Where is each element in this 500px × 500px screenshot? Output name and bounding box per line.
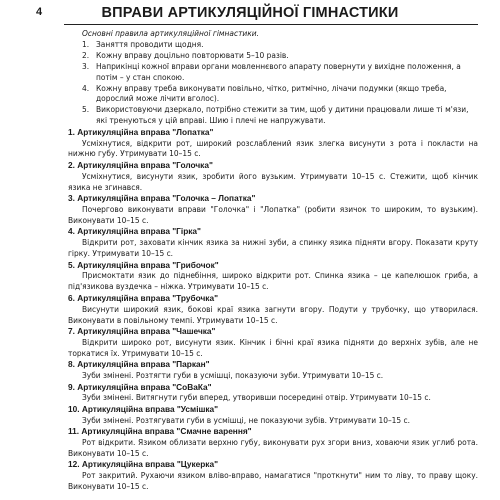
list-item-text: Кожну вправу доцільно повторювати 5–10 разів. (96, 49, 289, 60)
exercise-text: Зуби змінені. Розтягти губи в усмішці, показуючи зуби. Утримувати 10–15 с. (82, 370, 384, 381)
exercise-title: 9. Артикуляційна вправа "СоВаКа" (68, 381, 212, 392)
rules-intro: Основні правила артикуляційної гімнастики. (82, 28, 260, 38)
list-item (68, 104, 478, 126)
page-number: 4 (36, 6, 43, 18)
list-item (68, 83, 478, 105)
exercise-title: 12. Артикуляційна вправа "Цукерка" (68, 459, 219, 470)
list-item-number: 3. (82, 60, 90, 71)
list-item (68, 39, 478, 50)
exercise-section (68, 404, 478, 426)
exercise-section (68, 459, 478, 492)
list-item-number: 5. (82, 104, 90, 115)
exercise-title: 6. Артикуляційна вправа "Трубочка" (68, 292, 219, 303)
title-divider (64, 24, 478, 25)
exercise-section (68, 193, 478, 226)
exercise-title: 7. Артикуляційна вправа "Чашечка" (68, 325, 216, 336)
list-item (68, 61, 478, 83)
exercise-title: 11. Артикуляційна вправа "Смачне варення" (68, 426, 252, 437)
list-item-number: 4. (82, 82, 90, 93)
exercise-section (68, 426, 478, 459)
exercise-text: Рот відкрити. Язиком облизати верхню губу, виконувати рух згори вниз, ховаючи язик углиб рота. Виконувати 10–15 с. (68, 437, 478, 458)
list-item-number: 1. (82, 38, 90, 49)
exercise-section (68, 359, 478, 381)
exercise-text: Відкрити широко рот, висунути язик. Кінчик і бічні краї язика підняти до верхніх зубів, але не торкатися їх. Утримувати 10–15 с. (68, 336, 478, 358)
exercise-text: Рот закритий. Рухаючи язиком вліво-вправо, намагатися "проткнути" ним то ліву, то праву щоку. Виконувати 10–15 с. (68, 470, 478, 492)
page-content (68, 28, 478, 492)
list-item-text: Кожну вправу треба виконувати повільно, чітко, ритмічно, лічачи подумки (якщо треба, дорослий може лічити вголос). (96, 82, 447, 104)
exercise-text: Присмоктати язик до піднебіння, широко відкрити рот. Спинка язика – це капелюшок гриба, а під'язикова вуздечка – ніжка. Утримувати 10–15 с. (68, 270, 478, 292)
exercise-text: Почергово виконувати вправи "Голочка" і "Лопатка" (робити язичок то широким, то вузьким). Виконувати 10–15 с. (68, 204, 478, 225)
list-item (68, 50, 478, 61)
exercise-title: 4. Артикуляційна вправа "Гірка" (68, 226, 201, 237)
exercise-title: 10. Артикуляційна вправа "Усмішка" (68, 403, 219, 414)
exercise-title: 5. Артикуляційна вправа "Грибочок" (68, 259, 219, 270)
exercise-section (68, 160, 478, 193)
exercise-text: Зуби змінені. Витягнути губи вперед, утворивши посередині отвір. Утримувати 10–15 с. (82, 392, 431, 403)
exercise-text: Усміхнутися, відкрити рот, широкий розслаблений язик злегка висунути з рота і покласти на нижню губу. Утримувати 10–15 с. (68, 137, 478, 159)
exercise-section (68, 226, 478, 259)
exercise-text: Відкрити рот, заховати кінчик язика за нижні зуби, а спинку язика підняти вгору. Показати круту гірку. Утримувати 10–15 с. (68, 237, 478, 259)
list-item-text: Використовуючи дзеркало, потрібно стежити за тим, щоб у дитини працювали лише ті м'язи, які тренуються у цій вправі. Шию і плечі не напружувати. (96, 104, 469, 126)
page-title: ВПРАВИ АРТИКУЛЯЦІЙНОЇ ГІМНАСТИКИ (101, 5, 399, 21)
exercise-title: 2. Артикуляційна вправа "Голочка" (68, 159, 213, 170)
exercise-section (68, 260, 478, 293)
exercise-section (68, 127, 478, 160)
list-item-text: Наприкінці кожної вправи органи мовленнєвого апарату повернути у вихідне положення, а потім – у стан спокою. (96, 60, 461, 82)
exercise-text: Усміхнутися, висунути язик, зробити його вузьким. Утримувати 10–15 с. Стежити, щоб кінчик язика не згинався. (68, 170, 478, 192)
list-item-text: Заняття проводити щодня. (96, 38, 204, 49)
exercise-section (68, 293, 478, 326)
exercise-section (68, 326, 478, 359)
exercise-text: Зуби змінені. Розтягувати губи в усмішці, не показуючи зубів. Утримувати 10–15 с. (82, 414, 411, 425)
list-item-number: 2. (82, 49, 90, 60)
exercise-section (68, 382, 478, 404)
exercise-text: Висунути широкий язик, бокові краї язика загнути вгору. Подути у трубочку, що утворилася. Виконувати в повільному темпі. Утримувати 10–15 с. (68, 303, 478, 325)
exercise-title: 3. Артикуляційна вправа "Голочка – Лопатка" (68, 193, 256, 204)
exercise-title: 8. Артикуляційна вправа "Паркан" (68, 359, 210, 370)
exercise-title: 1. Артикуляційна вправа "Лопатка" (68, 126, 214, 137)
rules-list (68, 39, 478, 126)
